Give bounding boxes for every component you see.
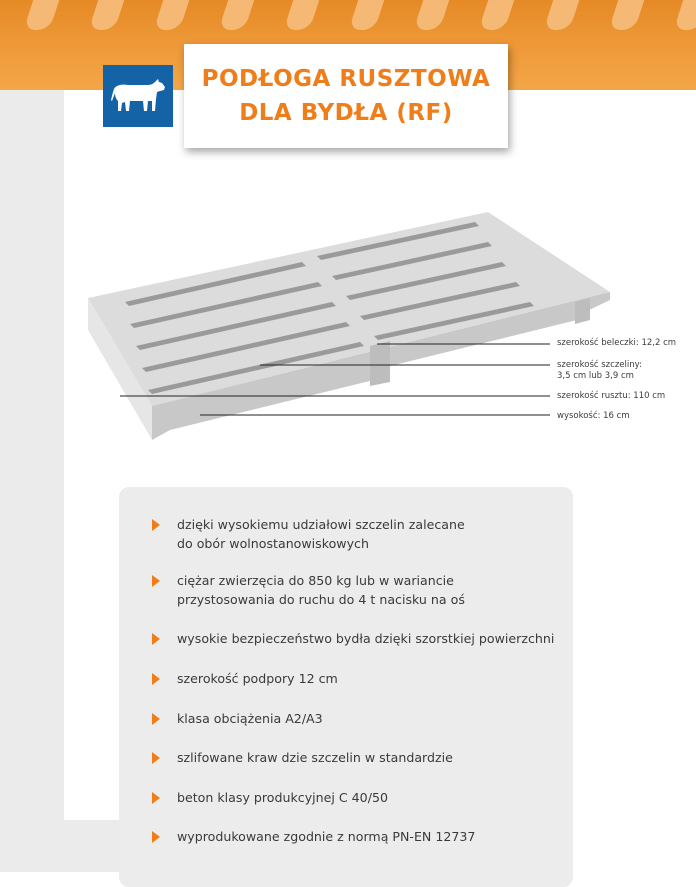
category-badge xyxy=(103,65,173,127)
feature-text: beton klasy produkcyjnej C 40/50 xyxy=(177,790,388,805)
callout-height: wysokość: 16 cm xyxy=(557,411,630,421)
feature-text: ciężar zwierzęcia do 850 kg lub w wariancie przystosowania do ruchu do 4 t nacisku na oś xyxy=(177,573,465,607)
bullet-arrow-icon xyxy=(152,752,160,764)
cow-icon xyxy=(110,77,166,115)
callout-grate-width: szerokość rusztu: 110 cm xyxy=(557,391,666,401)
side-strip xyxy=(0,90,64,872)
bullet-arrow-icon xyxy=(152,673,160,685)
page-title-line-2: DLA BYDŁA (RF) xyxy=(239,100,453,126)
feature-text: szlifowane kraw dzie szczelin w standardzie xyxy=(177,750,453,765)
feature-text: wyprodukowane zgodnie z normą PN-EN 12737 xyxy=(177,829,476,844)
feature-text: dzięki wysokiemu udziałowi szczelin zalecane do obór wolnostanowiskowych xyxy=(177,517,465,551)
feature-text: klasa obciążenia A2/A3 xyxy=(177,711,323,726)
features-panel xyxy=(119,487,573,887)
side-strip-bottom xyxy=(0,820,120,872)
slatted-floor-illustration xyxy=(70,150,696,490)
feature-text: szerokość podpory 12 cm xyxy=(177,671,338,686)
callout-beam-width: szerokość beleczki: 12,2 cm xyxy=(557,338,677,348)
feature-text: wysokie bezpieczeństwo bydła dzięki szorstkiej powierzchni xyxy=(177,631,555,646)
page-title-line-1: PODŁOGA RUSZTOWA xyxy=(201,66,491,92)
bullet-arrow-icon xyxy=(152,633,160,645)
title-card xyxy=(184,44,508,148)
bullet-arrow-icon xyxy=(152,575,160,587)
bullet-arrow-icon xyxy=(152,831,160,843)
bullet-arrow-icon xyxy=(152,519,160,531)
bullet-arrow-icon xyxy=(152,713,160,725)
bullet-arrow-icon xyxy=(152,792,160,804)
callout-slot-width: szerokość szczeliny: 3,5 cm lub 3,9 cm xyxy=(557,360,642,381)
